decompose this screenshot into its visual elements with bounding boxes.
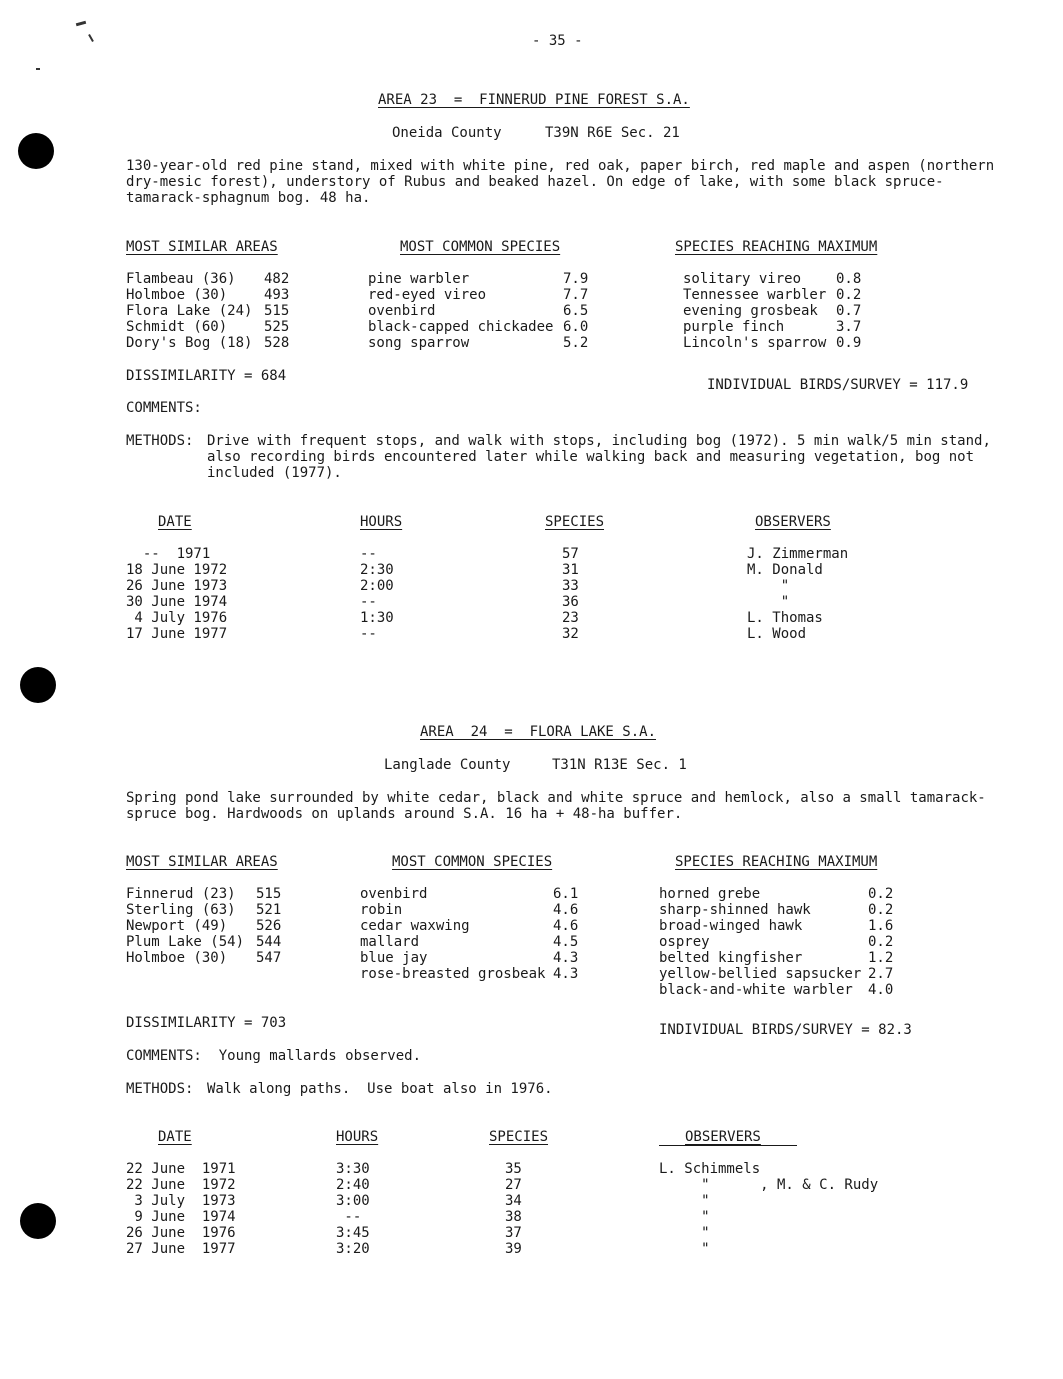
- birds-per-survey: INDIVIDUAL BIRDS/SURVEY = 82.3: [659, 1022, 912, 1038]
- list-item: broad-winged hawk: [659, 918, 803, 934]
- species-header: SPECIES: [489, 1129, 549, 1145]
- list-value: 0.2: [836, 287, 862, 303]
- common-species-names: [368, 271, 553, 351]
- max-species-values: [868, 886, 893, 998]
- list-value: 4.5: [553, 934, 579, 950]
- table-cell: 3 July 1973: [126, 1193, 236, 1209]
- survey-species: [562, 546, 579, 642]
- table-cell: 18 June 1972: [126, 562, 228, 578]
- dissimilarity: DISSIMILARITY = 684: [126, 368, 287, 384]
- list-value: 521: [256, 902, 282, 918]
- list-item: rose-breasted grosbeak: [360, 966, 546, 982]
- list-item: Tennessee warbler: [683, 287, 827, 303]
- observers-header: OBSERVERS: [755, 514, 831, 530]
- survey-dates: [126, 546, 227, 642]
- list-item: black-capped chickadee: [368, 319, 554, 335]
- list-value: 515: [264, 303, 290, 319]
- list-value: 493: [264, 287, 290, 303]
- list-value: 6.0: [563, 319, 589, 335]
- table-cell: ": [659, 1193, 710, 1209]
- table-cell: 31: [562, 562, 579, 578]
- table-cell: 2:00: [360, 578, 394, 594]
- table-cell: 32: [562, 626, 579, 642]
- similar-areas-values: [256, 886, 281, 966]
- birds-per-survey: INDIVIDUAL BIRDS/SURVEY = 117.9: [707, 377, 969, 393]
- table-cell: L. Thomas: [747, 610, 823, 626]
- binder-hole-top: [18, 133, 54, 169]
- methods-label: METHODS:: [126, 433, 194, 449]
- table-cell: J. Zimmerman: [747, 546, 849, 562]
- observers-header: OBSERVERS: [685, 1129, 761, 1145]
- list-value: 4.0: [868, 982, 894, 998]
- table-cell: 2:30: [360, 562, 394, 578]
- list-value: 5.2: [563, 335, 589, 351]
- list-item: cedar waxwing: [360, 918, 470, 934]
- observers-header-rule: [659, 1145, 797, 1146]
- table-cell: 34: [505, 1193, 522, 1209]
- area-title: AREA 24 = FLORA LAKE S.A.: [420, 724, 657, 740]
- list-value: 544: [256, 934, 282, 950]
- list-item: Flora Lake (24): [126, 303, 253, 319]
- table-cell: ": [659, 1225, 710, 1241]
- list-value: 1.6: [868, 918, 894, 934]
- list-item: yellow-bellied sapsucker: [659, 966, 862, 982]
- common-species-values: [553, 886, 578, 982]
- similar-areas-names: [126, 271, 252, 351]
- most-common-header: MOST COMMON SPECIES: [392, 854, 553, 870]
- survey-hours: [360, 546, 394, 642]
- list-item: purple finch: [683, 319, 785, 335]
- max-species-values: [836, 271, 861, 351]
- survey-dates: [126, 1161, 236, 1257]
- list-item: Finnerud (23): [126, 886, 236, 902]
- survey-observers: [659, 1161, 878, 1257]
- list-value: 0.8: [836, 271, 862, 287]
- list-item: belted kingfisher: [659, 950, 803, 966]
- area-description: 130-year-old red pine stand, mixed with white pine, red oak, paper birch, red maple and aspen (northern dry-mesic forest), understory of Rubus and beaked hazel. On edge of lake, with some black spruce-tamarack-sphagnum bog. 48 ha.: [126, 158, 995, 206]
- table-cell: 27 June 1977: [126, 1241, 236, 1257]
- species-header: SPECIES: [545, 514, 605, 530]
- binder-hole-bottom: [20, 1203, 56, 1239]
- table-cell: 3:45: [336, 1225, 370, 1241]
- table-cell: 30 June 1974: [126, 594, 228, 610]
- list-item: ovenbird: [360, 886, 428, 902]
- legal-location: T39N R6E Sec. 21: [545, 125, 680, 141]
- table-cell: L. Schimmels: [659, 1161, 761, 1177]
- list-item: solitary vireo: [683, 271, 802, 287]
- table-cell: 57: [562, 546, 579, 562]
- table-cell: 37: [505, 1225, 522, 1241]
- table-cell: ": [747, 578, 790, 594]
- list-value: 2.7: [868, 966, 894, 982]
- area-description: Spring pond lake surrounded by white cedar, black and white spruce and hemlock, also a small tamarack-spruce bog. Hardwoods on uplands around S.A. 16 ha + 48-ha buffer.: [126, 790, 986, 822]
- list-item: evening grosbeak: [683, 303, 818, 319]
- list-item: Flambeau (36): [126, 271, 236, 287]
- list-item: Sterling (63): [126, 902, 236, 918]
- scan-mark: [76, 21, 86, 26]
- scan-mark: [36, 68, 40, 70]
- max-species-names: [683, 271, 826, 351]
- list-item: black-and-white warbler: [659, 982, 853, 998]
- list-value: 0.9: [836, 335, 862, 351]
- table-cell: 9 June 1974: [126, 1209, 236, 1225]
- list-value: 515: [256, 886, 282, 902]
- table-cell: 26 June 1973: [126, 578, 228, 594]
- most-common-header: MOST COMMON SPECIES: [400, 239, 561, 255]
- list-item: song sparrow: [368, 335, 470, 351]
- list-value: 6.5: [563, 303, 589, 319]
- date-header: DATE: [158, 1129, 192, 1145]
- date-header: DATE: [158, 514, 192, 530]
- survey-hours: [336, 1161, 370, 1257]
- list-item: mallard: [360, 934, 420, 950]
- list-item: blue jay: [360, 950, 428, 966]
- table-cell: L. Wood: [747, 626, 807, 642]
- comments: COMMENTS: Young mallards observed.: [126, 1048, 422, 1064]
- list-value: 0.7: [836, 303, 862, 319]
- list-value: 0.2: [868, 934, 894, 950]
- list-item: red-eyed vireo: [368, 287, 487, 303]
- methods-label: METHODS:: [126, 1081, 194, 1097]
- hours-header: HOURS: [360, 514, 403, 530]
- list-value: 526: [256, 918, 282, 934]
- survey-observers: [747, 546, 848, 642]
- table-cell: 36: [562, 594, 579, 610]
- list-value: 482: [264, 271, 290, 287]
- table-cell: 17 June 1977: [126, 626, 228, 642]
- methods-text: Walk along paths. Use boat also in 1976.: [207, 1081, 553, 1097]
- similar-areas-names: [126, 886, 244, 966]
- table-cell: 23: [562, 610, 579, 626]
- comments: COMMENTS:: [126, 400, 202, 416]
- list-value: 528: [264, 335, 290, 351]
- list-value: 547: [256, 950, 282, 966]
- common-species-names: [360, 886, 545, 982]
- table-cell: --: [360, 626, 377, 642]
- list-item: Dory's Bog (18): [126, 335, 253, 351]
- table-cell: ": [659, 1241, 710, 1257]
- table-cell: " , M. & C. Rudy: [659, 1177, 879, 1193]
- table-cell: 4 July 1976: [126, 610, 228, 626]
- list-value: 4.6: [553, 902, 579, 918]
- table-cell: 2:40: [336, 1177, 370, 1193]
- table-cell: 22 June 1971: [126, 1161, 236, 1177]
- list-item: ovenbird: [368, 303, 436, 319]
- county: Langlade County: [384, 757, 511, 773]
- common-species-values: [563, 271, 588, 351]
- list-item: Holmboe (30): [126, 287, 228, 303]
- list-value: 4.6: [553, 918, 579, 934]
- table-cell: 3:30: [336, 1161, 370, 1177]
- list-item: Lincoln's sparrow: [683, 335, 827, 351]
- hours-header: HOURS: [336, 1129, 379, 1145]
- list-item: horned grebe: [659, 886, 761, 902]
- table-cell: 3:00: [336, 1193, 370, 1209]
- table-cell: --: [360, 546, 377, 562]
- list-value: 0.2: [868, 902, 894, 918]
- list-item: robin: [360, 902, 403, 918]
- most-similar-header: MOST SIMILAR AREAS: [126, 854, 278, 870]
- list-item: sharp-shinned hawk: [659, 902, 811, 918]
- list-item: Newport (49): [126, 918, 228, 934]
- list-item: Plum Lake (54): [126, 934, 245, 950]
- list-value: 6.1: [553, 886, 579, 902]
- survey-species: [505, 1161, 522, 1257]
- list-value: 7.9: [563, 271, 589, 287]
- table-cell: 35: [505, 1161, 522, 1177]
- similar-areas-values: [264, 271, 289, 351]
- list-item: Holmboe (30): [126, 950, 228, 966]
- species-max-header: SPECIES REACHING MAXIMUM: [675, 854, 878, 870]
- list-item: Schmidt (60): [126, 319, 228, 335]
- list-value: 525: [264, 319, 290, 335]
- dissimilarity: DISSIMILARITY = 703: [126, 1015, 287, 1031]
- table-cell: --: [360, 594, 377, 610]
- binder-hole-middle: [20, 667, 56, 703]
- methods-text: Drive with frequent stops, and walk with stops, including bog (1972). 5 min walk/5 min stand, also recording birds encountered later while walking back and measuring vegetation, bog not included (1977).: [207, 433, 991, 481]
- list-value: 0.2: [868, 886, 894, 902]
- species-max-header: SPECIES REACHING MAXIMUM: [675, 239, 878, 255]
- most-similar-header: MOST SIMILAR AREAS: [126, 239, 278, 255]
- list-item: osprey: [659, 934, 710, 950]
- table-cell: -- 1971: [126, 546, 211, 562]
- list-value: 4.3: [553, 966, 579, 982]
- table-cell: 39: [505, 1241, 522, 1257]
- county: Oneida County: [392, 125, 502, 141]
- list-value: 1.2: [868, 950, 894, 966]
- list-item: pine warbler: [368, 271, 470, 287]
- table-cell: 26 June 1976: [126, 1225, 236, 1241]
- max-species-names: [659, 886, 861, 998]
- list-value: 7.7: [563, 287, 589, 303]
- table-cell: 38: [505, 1209, 522, 1225]
- table-cell: M. Donald: [747, 562, 823, 578]
- table-cell: 1:30: [360, 610, 394, 626]
- table-cell: 33: [562, 578, 579, 594]
- table-cell: 27: [505, 1177, 522, 1193]
- page-number: - 35 -: [532, 33, 583, 49]
- table-cell: --: [336, 1209, 362, 1225]
- table-cell: 22 June 1972: [126, 1177, 236, 1193]
- scan-mark: [88, 34, 94, 42]
- area-title: AREA 23 = FINNERUD PINE FOREST S.A.: [378, 92, 690, 108]
- list-value: 3.7: [836, 319, 862, 335]
- table-cell: ": [747, 594, 790, 610]
- list-value: 4.3: [553, 950, 579, 966]
- table-cell: ": [659, 1209, 710, 1225]
- legal-location: T31N R13E Sec. 1: [552, 757, 687, 773]
- table-cell: 3:20: [336, 1241, 370, 1257]
